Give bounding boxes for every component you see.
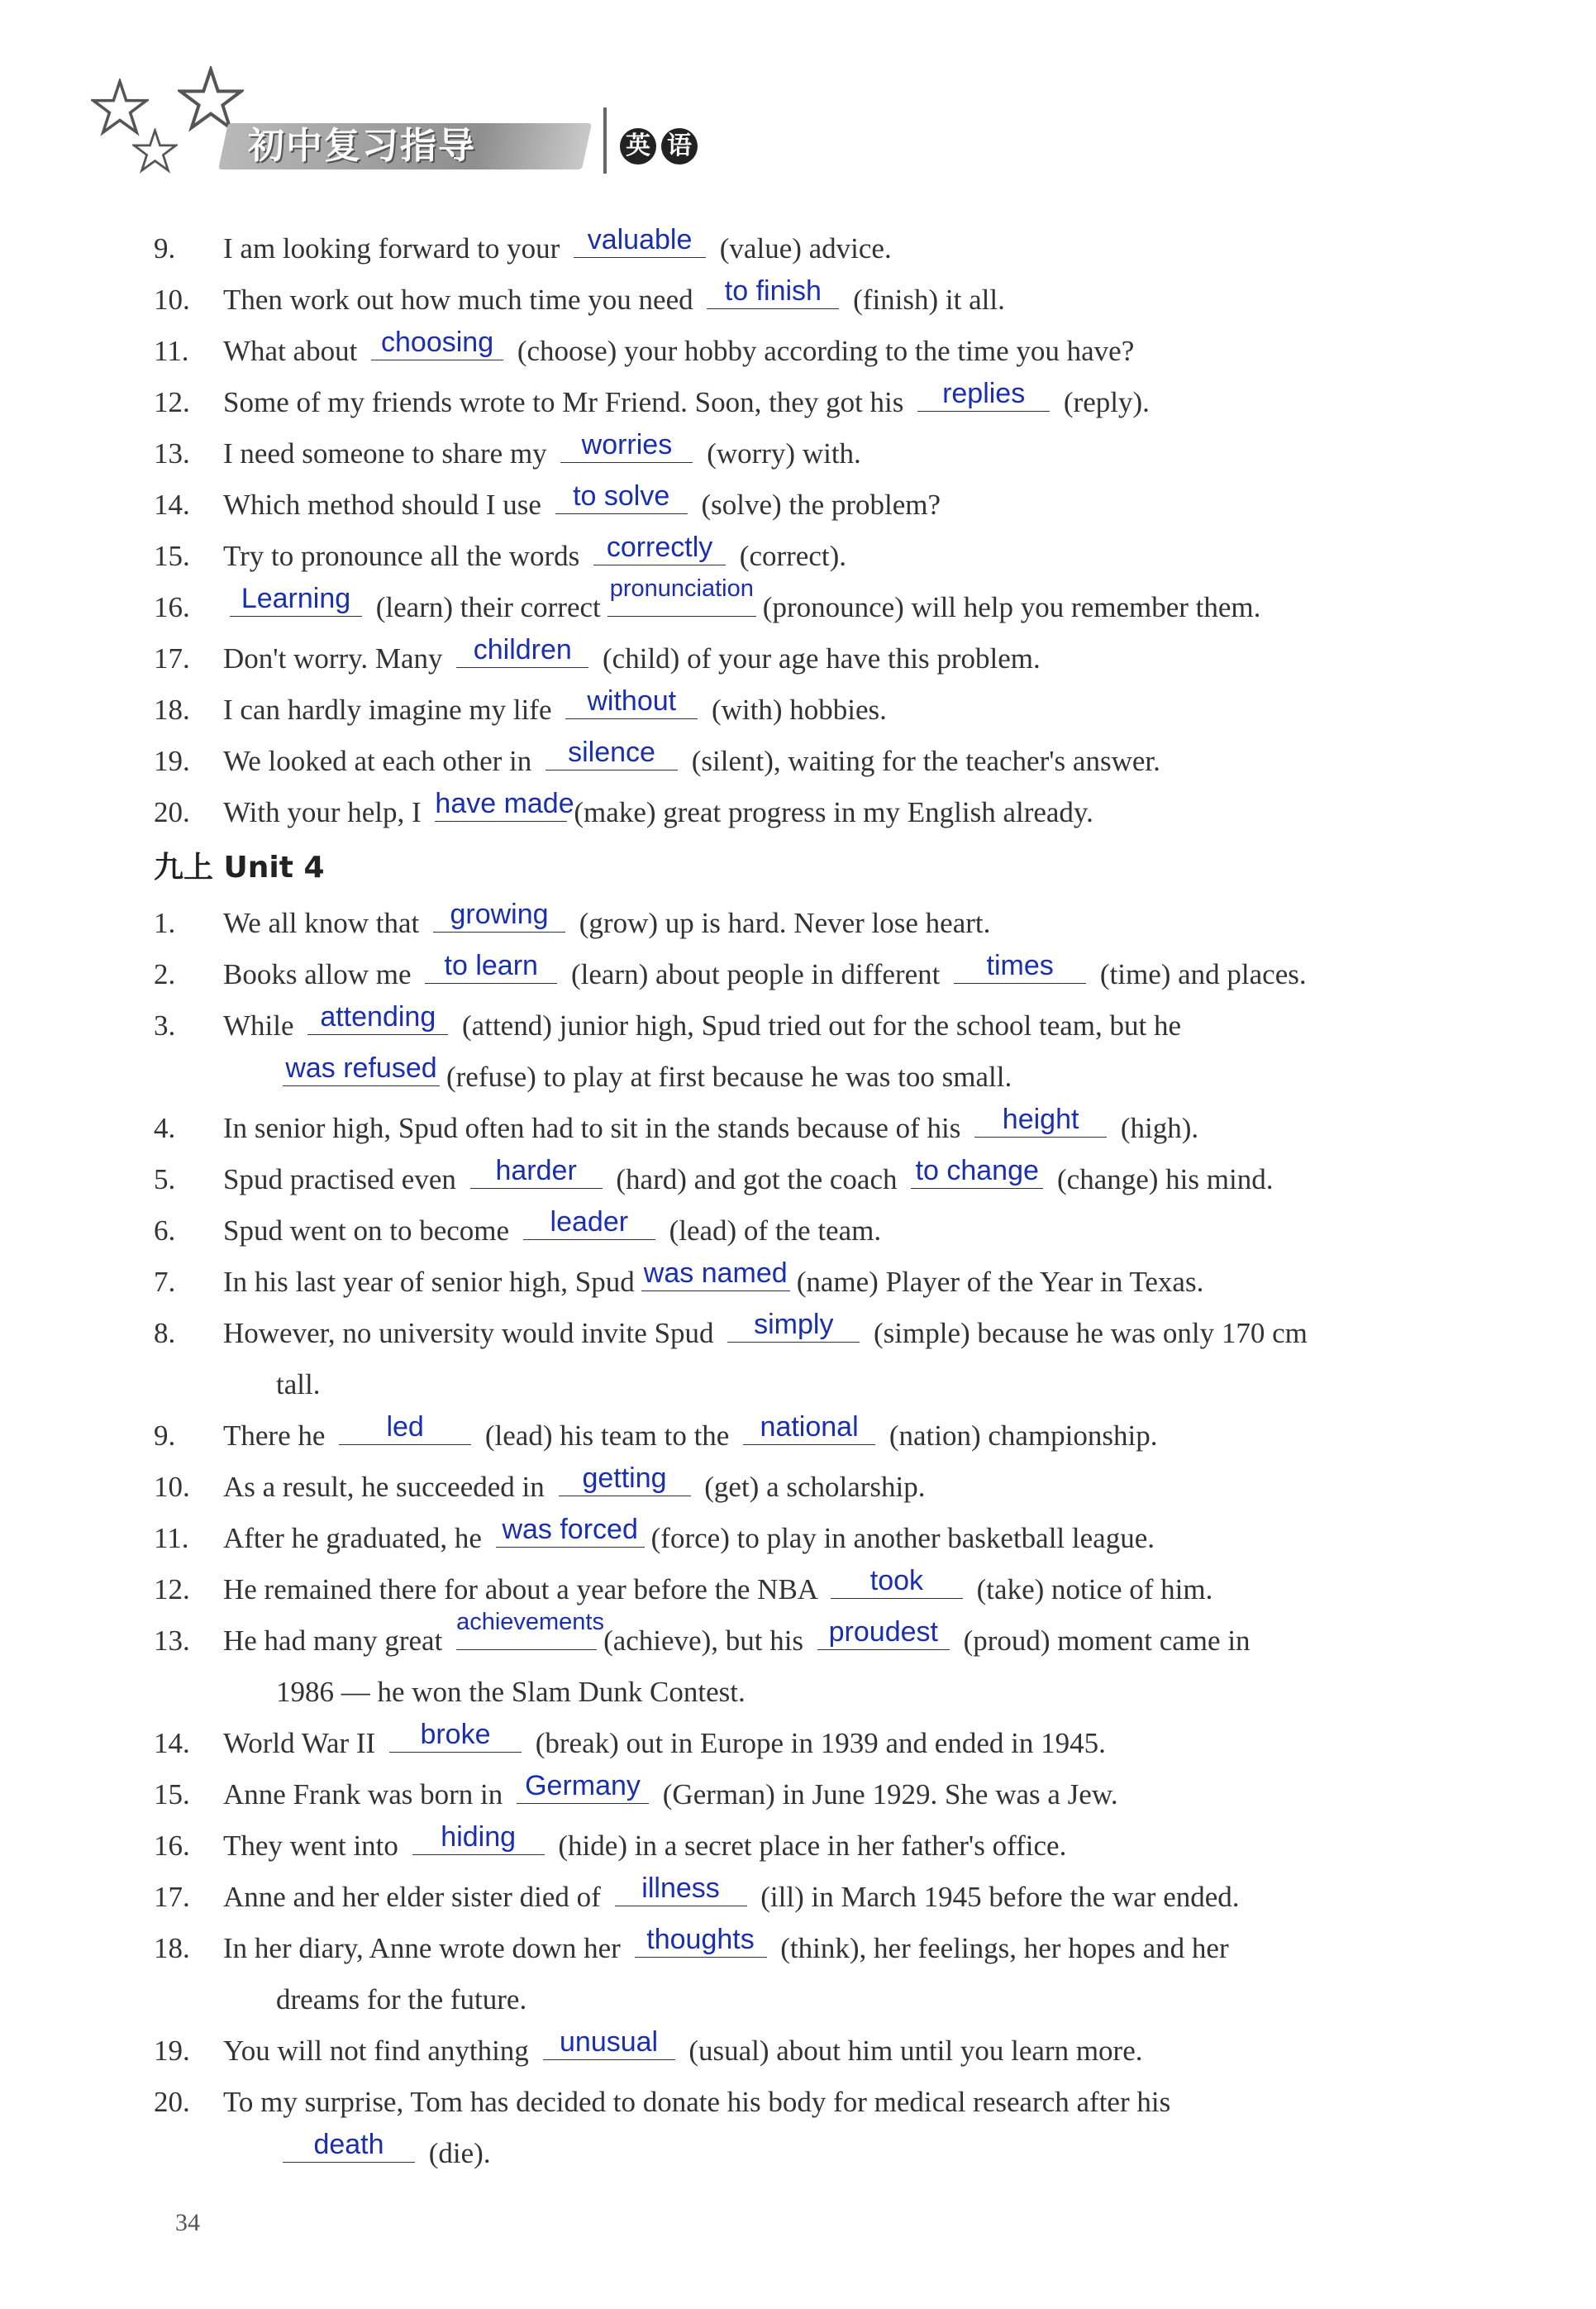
item-number: 14. — [154, 1727, 190, 1759]
star-icon — [132, 128, 178, 174]
sentence-text: (break) out in Europe in 1939 and ended in 1945. — [527, 1727, 1106, 1759]
answer-blank — [283, 2129, 415, 2163]
exercise-line — [154, 326, 1476, 377]
answer-blank — [339, 1411, 471, 1445]
item-text — [223, 949, 1307, 1000]
item-text — [223, 575, 1261, 633]
sentence-text: (usual) about him until you learn more. — [681, 2035, 1143, 2067]
answer-blank — [917, 378, 1050, 412]
sentence-text: (reply). — [1056, 386, 1150, 418]
exercise-line — [154, 2025, 1476, 2077]
item-number: 3. — [154, 1009, 176, 1042]
sentence-text: After he graduated, he — [223, 1522, 489, 1554]
item-number: 16. — [154, 1830, 190, 1862]
sentence-text: (grow) up is hard. Never lose heart. — [572, 907, 991, 939]
unit3-exercises — [154, 223, 1476, 838]
item-number: 11. — [154, 1522, 189, 1554]
handwritten-answer: took — [869, 1565, 924, 1596]
exercise-line — [154, 1923, 1476, 1974]
sentence-text: Which method should I use — [223, 489, 549, 521]
handwritten-answer: thoughts — [646, 1924, 755, 1955]
sentence-text: (correct). — [732, 540, 846, 572]
exercise-line — [154, 2128, 1476, 2179]
sentence-text: Spud went on to become — [223, 1214, 517, 1247]
header-divider — [603, 107, 607, 174]
item-text — [223, 1205, 881, 1257]
exercise-line — [154, 1609, 1476, 1667]
item-text — [223, 274, 1005, 326]
item-text — [223, 1769, 1118, 1820]
subject-char: 语 — [661, 128, 698, 165]
item-number: 7. — [154, 1266, 176, 1298]
exercise-line — [154, 2077, 1476, 2128]
exercise-line — [154, 377, 1476, 428]
answer-blank — [560, 429, 693, 463]
handwritten-answer: children — [473, 634, 572, 666]
answer-blank — [283, 1052, 440, 1086]
item-number: 10. — [154, 1471, 190, 1503]
answer-blank — [389, 1719, 522, 1753]
sentence-text: (achieve), but his — [603, 1624, 811, 1657]
sentence-text: Books allow me — [223, 958, 419, 990]
handwritten-answer: to solve — [573, 480, 670, 512]
answer-blank — [954, 950, 1086, 984]
item-number: 15. — [154, 1778, 190, 1810]
answer-blank — [707, 275, 839, 309]
series-title: 初中复习指导 — [248, 125, 476, 167]
handwritten-answer: Germany — [525, 1770, 641, 1801]
sentence-text: (get) a scholarship. — [697, 1471, 926, 1503]
page-number: 34 — [175, 2209, 200, 2236]
exercise-line — [154, 949, 1476, 1000]
exercise-line — [154, 1872, 1476, 1923]
handwritten-answer: have made — [435, 788, 574, 819]
answer-blank — [523, 1206, 655, 1240]
sentence-text: Spud practised even — [223, 1163, 464, 1195]
item-text — [223, 1410, 1158, 1462]
exercise-line — [154, 274, 1476, 326]
sentence-text: (force) to play in another basketball league. — [650, 1522, 1155, 1554]
sentence-text: However, no university would invite Spud — [223, 1317, 722, 1349]
answer-blank — [641, 1257, 790, 1291]
exercise-line — [154, 1359, 1476, 1410]
sentence-text: As a result, he succeeded in — [223, 1471, 552, 1503]
exercise-content — [154, 223, 1476, 2179]
sentence-text: (silent), waiting for the teacher's answer. — [684, 745, 1160, 777]
exercise-line — [154, 1000, 1476, 1052]
item-text — [223, 736, 1160, 787]
sentence-text: (solve) the problem? — [693, 489, 941, 521]
item-number: 8. — [154, 1317, 176, 1349]
item-number: 20. — [154, 2086, 190, 2118]
exercise-line — [154, 1974, 1476, 2025]
item-number: 11. — [154, 335, 189, 367]
sentence-text: (think), her feelings, her hopes and her — [773, 1932, 1229, 1964]
sentence-text: (choose) your hobby according to the time you have? — [510, 335, 1135, 367]
item-text — [223, 1923, 1229, 1974]
sentence-text: You will not find anything — [223, 2035, 536, 2067]
handwritten-answer: growing — [450, 899, 549, 930]
answer-blank — [435, 788, 574, 822]
exercise-line — [154, 428, 1476, 479]
subject-char: 英 — [620, 128, 656, 165]
sentence-text: (child) of your age have this problem. — [595, 642, 1041, 675]
handwritten-answer: correctly — [606, 532, 713, 563]
sentence-text: In senior high, Spud often had to sit in the stands because of his — [223, 1112, 969, 1144]
handwritten-answer: silence — [568, 737, 655, 768]
handwritten-answer: illness — [641, 1872, 720, 1904]
sentence-text: (change) his mind. — [1050, 1163, 1274, 1195]
item-text — [223, 1359, 320, 1410]
item-number: 13. — [154, 1624, 190, 1657]
item-text — [223, 2077, 1170, 2128]
answer-blank — [615, 1872, 747, 1906]
item-number: 18. — [154, 1932, 190, 1964]
sentence-text: (lead) of the team. — [661, 1214, 882, 1247]
sentence-text: I am looking forward to your — [223, 232, 568, 265]
handwritten-answer: Learning — [241, 583, 351, 614]
sentence-text: 1986 — he won the Slam Dunk Contest. — [276, 1676, 746, 1708]
sentence-text: (take) notice of him. — [969, 1573, 1213, 1605]
item-text — [223, 2025, 1143, 2077]
sentence-text: (finish) it all. — [846, 284, 1005, 316]
item-text — [223, 1000, 1181, 1052]
item-number: 4. — [154, 1112, 176, 1144]
answer-blank — [974, 1104, 1107, 1138]
sentence-text: In her diary, Anne wrote down her — [223, 1932, 628, 1964]
handwritten-answer: getting — [582, 1462, 667, 1494]
handwritten-answer: attending — [320, 1001, 436, 1033]
sentence-text: What about — [223, 335, 365, 367]
item-text — [223, 787, 1093, 838]
handwritten-answer: led — [386, 1411, 424, 1443]
sentence-text: (nation) championship. — [882, 1419, 1158, 1452]
exercise-line — [154, 223, 1476, 274]
item-number: 12. — [154, 386, 190, 418]
item-text — [223, 377, 1150, 428]
answer-blank — [831, 1565, 963, 1599]
item-text — [223, 1872, 1240, 1923]
item-text — [223, 1609, 1251, 1667]
sentence-text: (time) and places. — [1093, 958, 1307, 990]
item-number: 9. — [154, 232, 176, 265]
item-number: 18. — [154, 694, 190, 726]
star-icon — [178, 66, 244, 132]
answer-blank — [911, 1155, 1043, 1189]
sentence-text: Don't worry. Many — [223, 642, 450, 675]
sentence-text: Some of my friends wrote to Mr Friend. Soon, they got his — [223, 386, 912, 418]
handwritten-answer: national — [760, 1411, 859, 1443]
sentence-text: World War II — [223, 1727, 383, 1759]
sentence-text: While — [223, 1009, 302, 1042]
item-number: 12. — [154, 1573, 190, 1605]
sentence-text: (name) Player of the Year in Texas. — [796, 1266, 1204, 1298]
sentence-text: (lead) his team to the — [478, 1419, 737, 1452]
sentence-text: Anne and her elder sister died of — [223, 1881, 608, 1913]
exercise-line — [154, 531, 1476, 582]
item-number: 2. — [154, 958, 176, 990]
exercise-line — [154, 1410, 1476, 1462]
sentence-text: With your help, I — [223, 796, 429, 828]
answer-blank — [496, 1514, 645, 1548]
answer-blank — [593, 532, 726, 565]
exercise-line — [154, 1718, 1476, 1769]
answer-blank — [517, 1770, 649, 1804]
sentence-text: Anne Frank was born in — [223, 1778, 511, 1810]
answer-blank — [727, 1309, 860, 1343]
sentence-text: (high). — [1113, 1112, 1199, 1144]
item-text — [223, 1667, 746, 1718]
answer-blank — [456, 634, 588, 668]
answer-blank — [433, 899, 565, 933]
item-number: 16. — [154, 591, 190, 623]
handwritten-answer: was forced — [502, 1514, 638, 1545]
item-number: 13. — [154, 437, 190, 470]
exercise-line — [154, 1513, 1476, 1564]
handwritten-answer: pronunciation — [609, 575, 754, 602]
sentence-text: (worry) with. — [699, 437, 861, 470]
sentence-text: There he — [223, 1419, 333, 1452]
item-text — [223, 1257, 1203, 1308]
answer-blank — [470, 1155, 603, 1189]
handwritten-answer: without — [587, 685, 677, 717]
handwritten-answer: worries — [581, 429, 673, 460]
handwritten-answer: leader — [550, 1206, 629, 1238]
item-text — [223, 479, 941, 531]
sentence-text: dreams for the future. — [276, 1983, 527, 2016]
handwritten-answer: unusual — [560, 2026, 659, 2058]
exercise-line — [154, 1052, 1476, 1103]
sentence-text: He had many great — [223, 1624, 450, 1657]
handwritten-answer: simply — [754, 1309, 834, 1340]
answer-blank — [817, 1616, 950, 1650]
item-number: 19. — [154, 745, 190, 777]
sentence-text: Try to pronounce all the words — [223, 540, 588, 572]
sentence-text: (learn) their correct — [369, 591, 601, 623]
exercise-line — [154, 898, 1476, 949]
item-text — [223, 2128, 491, 2179]
answer-blank — [371, 327, 503, 360]
handwritten-answer: replies — [942, 378, 1026, 409]
exercise-line — [154, 736, 1476, 787]
handwritten-answer: to finish — [724, 275, 822, 307]
handwritten-answer: broke — [420, 1719, 491, 1750]
item-number: 10. — [154, 284, 190, 316]
handwritten-answer: hiding — [441, 1821, 517, 1853]
handwritten-answer: achievements — [456, 1609, 604, 1635]
item-text — [223, 1974, 526, 2025]
exercise-line — [154, 1462, 1476, 1513]
exercise-line — [154, 1564, 1476, 1615]
sentence-text: I can hardly imagine my life — [223, 694, 560, 726]
handwritten-answer: choosing — [381, 327, 494, 358]
exercise-line — [154, 1769, 1476, 1820]
item-text — [223, 428, 861, 479]
sentence-text: (value) advice. — [712, 232, 892, 265]
handwritten-answer: to change — [915, 1155, 1039, 1186]
item-number: 9. — [154, 1419, 176, 1452]
sentence-text: (hard) and got the coach — [608, 1163, 905, 1195]
handwritten-answer: was refused — [285, 1052, 437, 1084]
sentence-text: (refuse) to play at first because he was too small. — [446, 1061, 1012, 1093]
item-number: 1. — [154, 907, 176, 939]
sentence-text: (with) hobbies. — [704, 694, 887, 726]
handwritten-answer: valuable — [587, 224, 693, 255]
sentence-text: (German) in June 1929. She was a Jew. — [655, 1778, 1118, 1810]
item-text — [223, 633, 1041, 685]
subject-label — [620, 128, 698, 165]
item-number: 14. — [154, 489, 190, 521]
exercise-line — [154, 1820, 1476, 1872]
exercise-line — [154, 1205, 1476, 1257]
section-title: 九上 Unit 4 — [154, 851, 325, 885]
handwritten-answer: times — [986, 950, 1054, 981]
handwritten-answer: death — [313, 2129, 384, 2160]
item-number: 17. — [154, 1881, 190, 1913]
handwritten-answer: height — [1002, 1104, 1079, 1135]
answer-blank — [425, 950, 557, 984]
item-text — [223, 1820, 1066, 1872]
exercise-line — [154, 1667, 1476, 1718]
item-text — [223, 1513, 1155, 1564]
exercise-line — [154, 575, 1476, 633]
sentence-text: (learn) about people in different — [564, 958, 948, 990]
item-number: 15. — [154, 540, 190, 572]
handwritten-answer: to learn — [444, 950, 538, 981]
exercise-line — [154, 787, 1476, 838]
item-text — [223, 1103, 1198, 1154]
sentence-text: We looked at each other in — [223, 745, 540, 777]
item-text — [223, 1564, 1212, 1615]
sentence-text: (ill) in March 1945 before the war ended. — [753, 1881, 1240, 1913]
exercise-line — [154, 1257, 1476, 1308]
sentence-text: They went into — [223, 1830, 406, 1862]
exercise-line — [154, 633, 1476, 685]
item-number: 17. — [154, 642, 190, 675]
item-text — [223, 1052, 1012, 1103]
exercise-line — [154, 1154, 1476, 1205]
item-text — [223, 1462, 926, 1513]
item-text — [223, 898, 990, 949]
answer-blank — [545, 737, 678, 770]
handwritten-answer: was named — [643, 1257, 788, 1289]
exercise-line — [154, 479, 1476, 531]
sentence-text: (make) great progress in my English already. — [574, 796, 1093, 828]
handwritten-answer: harder — [495, 1155, 577, 1186]
answer-blank — [230, 583, 362, 617]
sentence-text: We all know that — [223, 907, 427, 939]
sentence-text: (die). — [422, 2137, 491, 2169]
sentence-text: (proud) moment came in — [955, 1624, 1251, 1657]
answer-blank — [743, 1411, 875, 1445]
sentence-text: To my surprise, Tom has decided to donate his body for medical research after his — [223, 2086, 1171, 2118]
item-number: 6. — [154, 1214, 176, 1247]
exercise-line — [154, 1308, 1476, 1359]
sentence-text: In his last year of senior high, Spud — [223, 1266, 635, 1298]
page-header — [99, 70, 692, 178]
answer-blank — [543, 2026, 675, 2060]
answer-blank — [412, 1821, 545, 1855]
item-text — [223, 1718, 1106, 1769]
sentence-text: (hide) in a secret place in her father's office. — [550, 1830, 1067, 1862]
exercise-line — [154, 1103, 1476, 1154]
item-text — [223, 223, 892, 274]
item-number: 5. — [154, 1163, 176, 1195]
sentence-text: (pronounce) will help you remember them. — [762, 591, 1261, 623]
sentence-text: Then work out how much time you need — [223, 284, 701, 316]
answer-blank — [574, 224, 706, 258]
exercise-line — [154, 685, 1476, 736]
item-text — [223, 1154, 1273, 1205]
answer-blank — [635, 1924, 767, 1958]
item-number: 20. — [154, 796, 190, 828]
answer-blank — [559, 1462, 691, 1496]
answer-blank — [607, 575, 756, 617]
sentence-text: I need someone to share my — [223, 437, 555, 470]
answer-blank — [555, 480, 688, 514]
item-text — [223, 1308, 1308, 1359]
item-text — [223, 326, 1134, 377]
answer-blank — [307, 1001, 448, 1035]
item-text — [223, 531, 846, 582]
sentence-text: (attend) junior high, Spud tried out for the school team, but he — [455, 1009, 1181, 1042]
sentence-text: tall. — [276, 1368, 321, 1400]
sentence-text: He remained there for about a year before the NBA — [223, 1573, 824, 1605]
unit4-exercises — [154, 898, 1476, 2179]
answer-blank — [565, 685, 698, 719]
sentence-text: (simple) because he was only 170 cm — [866, 1317, 1308, 1349]
item-text — [223, 685, 887, 736]
handwritten-answer: proudest — [828, 1616, 938, 1648]
answer-blank — [456, 1609, 604, 1650]
item-number: 19. — [154, 2035, 190, 2067]
